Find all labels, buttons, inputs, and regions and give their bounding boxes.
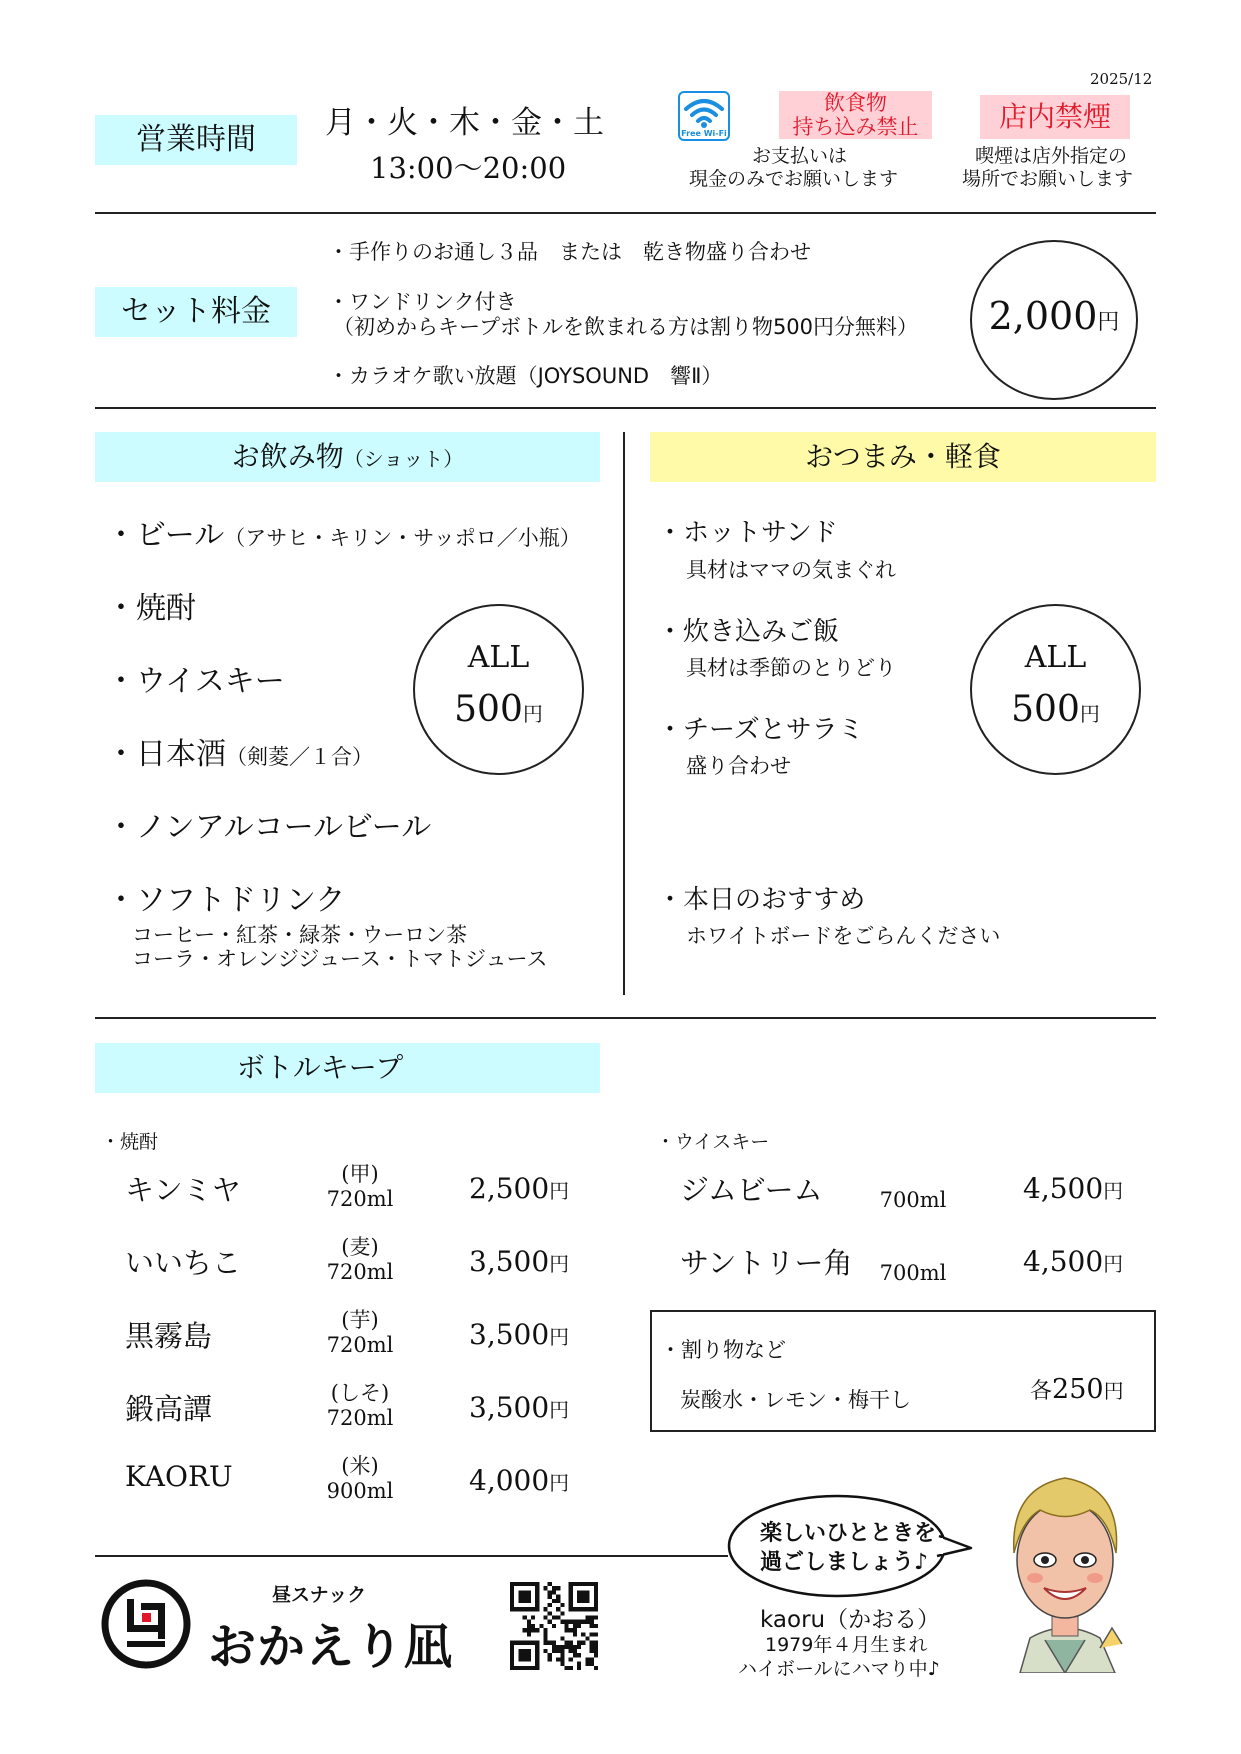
mixers-price-yen: 円 — [1103, 1379, 1124, 1403]
drink-whisky: ・ウイスキー — [106, 664, 285, 699]
food-cheese: ・チーズとサラミ — [657, 715, 864, 745]
bottle-shochu-price — [469, 1464, 569, 1497]
mixers-price-prefix: 各 — [1030, 1379, 1053, 1404]
no-smoking-badge: 店内禁煙 — [980, 95, 1130, 139]
bottle-shochu-name: いいちこ — [125, 1246, 242, 1280]
speech-line-2: 過ごしましょう♪ — [760, 1550, 929, 1575]
food-special-note: ホワイトボードをごらんください — [686, 924, 1001, 948]
bottle-shochu-name: 黒霧島 — [125, 1319, 213, 1353]
set-line1: ・手作りのお通し３品 または 乾き物盛り合わせ — [328, 240, 811, 264]
bottle-whisky-name: ジムビーム — [680, 1173, 823, 1207]
host-like: ハイボールにハマり中♪ — [738, 1658, 940, 1680]
bottle-shochu-price — [469, 1245, 569, 1278]
hours-time: 13:00〜20:00 — [370, 151, 567, 185]
drink-sake-note: （剣菱／１合） — [226, 745, 373, 769]
bottle-whisky-name: サントリー角 — [680, 1246, 853, 1280]
column-divider — [623, 432, 625, 995]
bottle-shochu-type: (米) — [341, 1454, 379, 1478]
payment-note-1: お支払いは — [752, 145, 848, 167]
drinks-price: 500 — [454, 689, 523, 730]
food-price-circle — [970, 604, 1141, 775]
bottle-header: ボトルキープ — [95, 1043, 600, 1093]
set-line2b: （初めからキープボトルを飲まれる方は割り物500円分無料） — [333, 315, 919, 339]
drink-soft: ・ソフトドリンク — [106, 883, 346, 918]
drinks-title: お飲み物 — [231, 440, 344, 473]
food-price: 500 — [1011, 689, 1080, 730]
drink-sake-label: ・日本酒 — [106, 737, 226, 772]
smoking-note-2: 場所でお願いします — [962, 168, 1134, 190]
drink-shochu: ・焼酎 — [106, 591, 196, 626]
divider-4 — [95, 1555, 728, 1557]
bottle-shochu-name: キンミヤ — [125, 1173, 241, 1207]
bottle-shochu-price-value: 4,000 — [469, 1464, 550, 1497]
brand-name: おかえり凪 — [208, 1619, 454, 1675]
bottle-shochu-price-yen: 円 — [549, 1179, 570, 1203]
mixers-label: ・割り物など — [660, 1338, 786, 1362]
hours-days: 月・火・木・金・土 — [325, 105, 604, 141]
bottle-shochu-name: 鍛高譚 — [125, 1392, 213, 1426]
bottle-shochu-price-value: 3,500 — [469, 1318, 550, 1351]
bottle-shochu-vol: 720ml — [326, 1187, 394, 1211]
food-hotsand-note: 具材はママの気まぐれ — [686, 558, 896, 582]
drinks-header — [95, 432, 600, 482]
bottle-shochu-type: (甲) — [341, 1162, 379, 1186]
no-outside-food-badge — [779, 91, 932, 139]
bottle-shochu-type: (しそ) — [330, 1381, 390, 1405]
bottle-shochu-price — [469, 1391, 569, 1424]
bottle-shochu-price-value: 3,500 — [469, 1245, 550, 1278]
bottle-whisky-price — [1023, 1245, 1123, 1278]
set-line3: ・カラオケ歌い放題（JOYSOUND 響Ⅱ） — [328, 364, 723, 388]
drinks-all: ALL — [467, 640, 530, 675]
set-price-yen: 円 — [1097, 310, 1120, 335]
bottle-shochu-vol: 720ml — [326, 1406, 394, 1430]
wifi-icon — [678, 91, 730, 141]
set-price: 2,000 — [988, 294, 1098, 338]
bottle-whisky-vol: 700ml — [879, 1261, 947, 1285]
drink-soft-list-1: コーヒー・紅茶・緑茶・ウーロン茶 — [132, 923, 468, 947]
qr-code-icon — [510, 1582, 598, 1670]
food-all: ALL — [1024, 640, 1087, 675]
drinks-price-circle — [413, 604, 584, 775]
wifi-label: Free Wi-Fi — [681, 129, 727, 138]
bottle-shochu-price-yen: 円 — [549, 1471, 570, 1495]
bottle-whisky-price-value: 4,500 — [1023, 1172, 1104, 1205]
bottle-shochu-type: (芋) — [341, 1308, 379, 1332]
mixers-list: 炭酸水・レモン・梅干し — [680, 1388, 911, 1412]
bottle-shochu-price-yen: 円 — [549, 1398, 570, 1422]
bottle-whisky-vol: 700ml — [879, 1188, 947, 1212]
bottle-shochu-name: KAORU — [125, 1460, 233, 1493]
bottle-shochu-price — [469, 1172, 569, 1205]
drink-nonalcohol: ・ノンアルコールビール — [106, 810, 432, 845]
drink-soft-list-2: コーラ・オレンジジュース・トマトジュース — [132, 947, 548, 971]
brand-small: 昼スナック — [272, 1584, 367, 1606]
food-header: おつまみ・軽食 — [650, 432, 1156, 482]
host-name: kaoru（かおる） — [760, 1607, 941, 1633]
no-outside-food-line1: 飲食物 — [824, 91, 887, 115]
set-label: セット料金 — [95, 287, 297, 337]
bottle-whisky-label: ・ウイスキー — [656, 1131, 770, 1153]
bottle-shochu-type: (麦) — [341, 1235, 379, 1259]
bottle-shochu-vol: 900ml — [326, 1479, 394, 1503]
bottle-shochu-vol: 720ml — [326, 1260, 394, 1284]
drinks-title-sub: （ショット） — [343, 447, 464, 471]
menu-date: 2025/12 — [1090, 70, 1153, 88]
food-rice-note: 具材は季節のとりどり — [686, 656, 896, 680]
drink-beer-note: （アサヒ・キリン・サッポロ／小瓶） — [224, 526, 581, 550]
bottle-whisky-price-yen: 円 — [1103, 1179, 1124, 1203]
food-special: ・本日のおすすめ — [657, 885, 866, 915]
bottle-shochu-price-yen: 円 — [549, 1252, 570, 1276]
bottle-shochu-price — [469, 1318, 569, 1351]
payment-note-2: 現金のみでお願いします — [689, 168, 899, 190]
bottle-shochu-price-value: 3,500 — [469, 1391, 550, 1424]
logo-mark-icon — [101, 1579, 191, 1669]
set-line2a: ・ワンドリンク付き — [328, 290, 517, 314]
food-rice: ・炊き込みご飯 — [657, 617, 840, 647]
food-cheese-note: 盛り合わせ — [686, 754, 791, 778]
speech-line-1: 楽しいひとときを — [760, 1521, 937, 1546]
host-portrait-illustration — [990, 1448, 1140, 1673]
bottle-shochu-price-yen: 円 — [549, 1325, 570, 1349]
hours-label: 営業時間 — [95, 115, 297, 165]
mixers-price — [1030, 1374, 1124, 1405]
set-price-circle — [970, 240, 1138, 400]
drink-sake — [106, 729, 373, 773]
food-hotsand: ・ホットサンド — [657, 518, 838, 548]
host-born: 1979年４月生まれ — [765, 1634, 928, 1656]
food-price-yen: 円 — [1079, 702, 1100, 726]
bottle-whisky-price-value: 4,500 — [1023, 1245, 1104, 1278]
drink-beer — [106, 510, 581, 554]
bottle-whisky-price — [1023, 1172, 1123, 1205]
bottle-shochu-label: ・焼酎 — [101, 1131, 159, 1153]
bottle-shochu-vol: 720ml — [326, 1333, 394, 1357]
drinks-price-yen: 円 — [522, 702, 543, 726]
mixers-price-value: 250 — [1052, 1374, 1104, 1405]
bottle-shochu-price-value: 2,500 — [469, 1172, 550, 1205]
drink-beer-label: ・ビール — [106, 518, 225, 553]
no-outside-food-line2: 持ち込み禁止 — [792, 115, 919, 139]
divider-1 — [95, 212, 1156, 214]
bottle-whisky-price-yen: 円 — [1103, 1252, 1124, 1276]
smoking-note-1: 喫煙は店外指定の — [975, 145, 1128, 167]
divider-2 — [95, 407, 1156, 409]
divider-3 — [95, 1017, 1156, 1019]
